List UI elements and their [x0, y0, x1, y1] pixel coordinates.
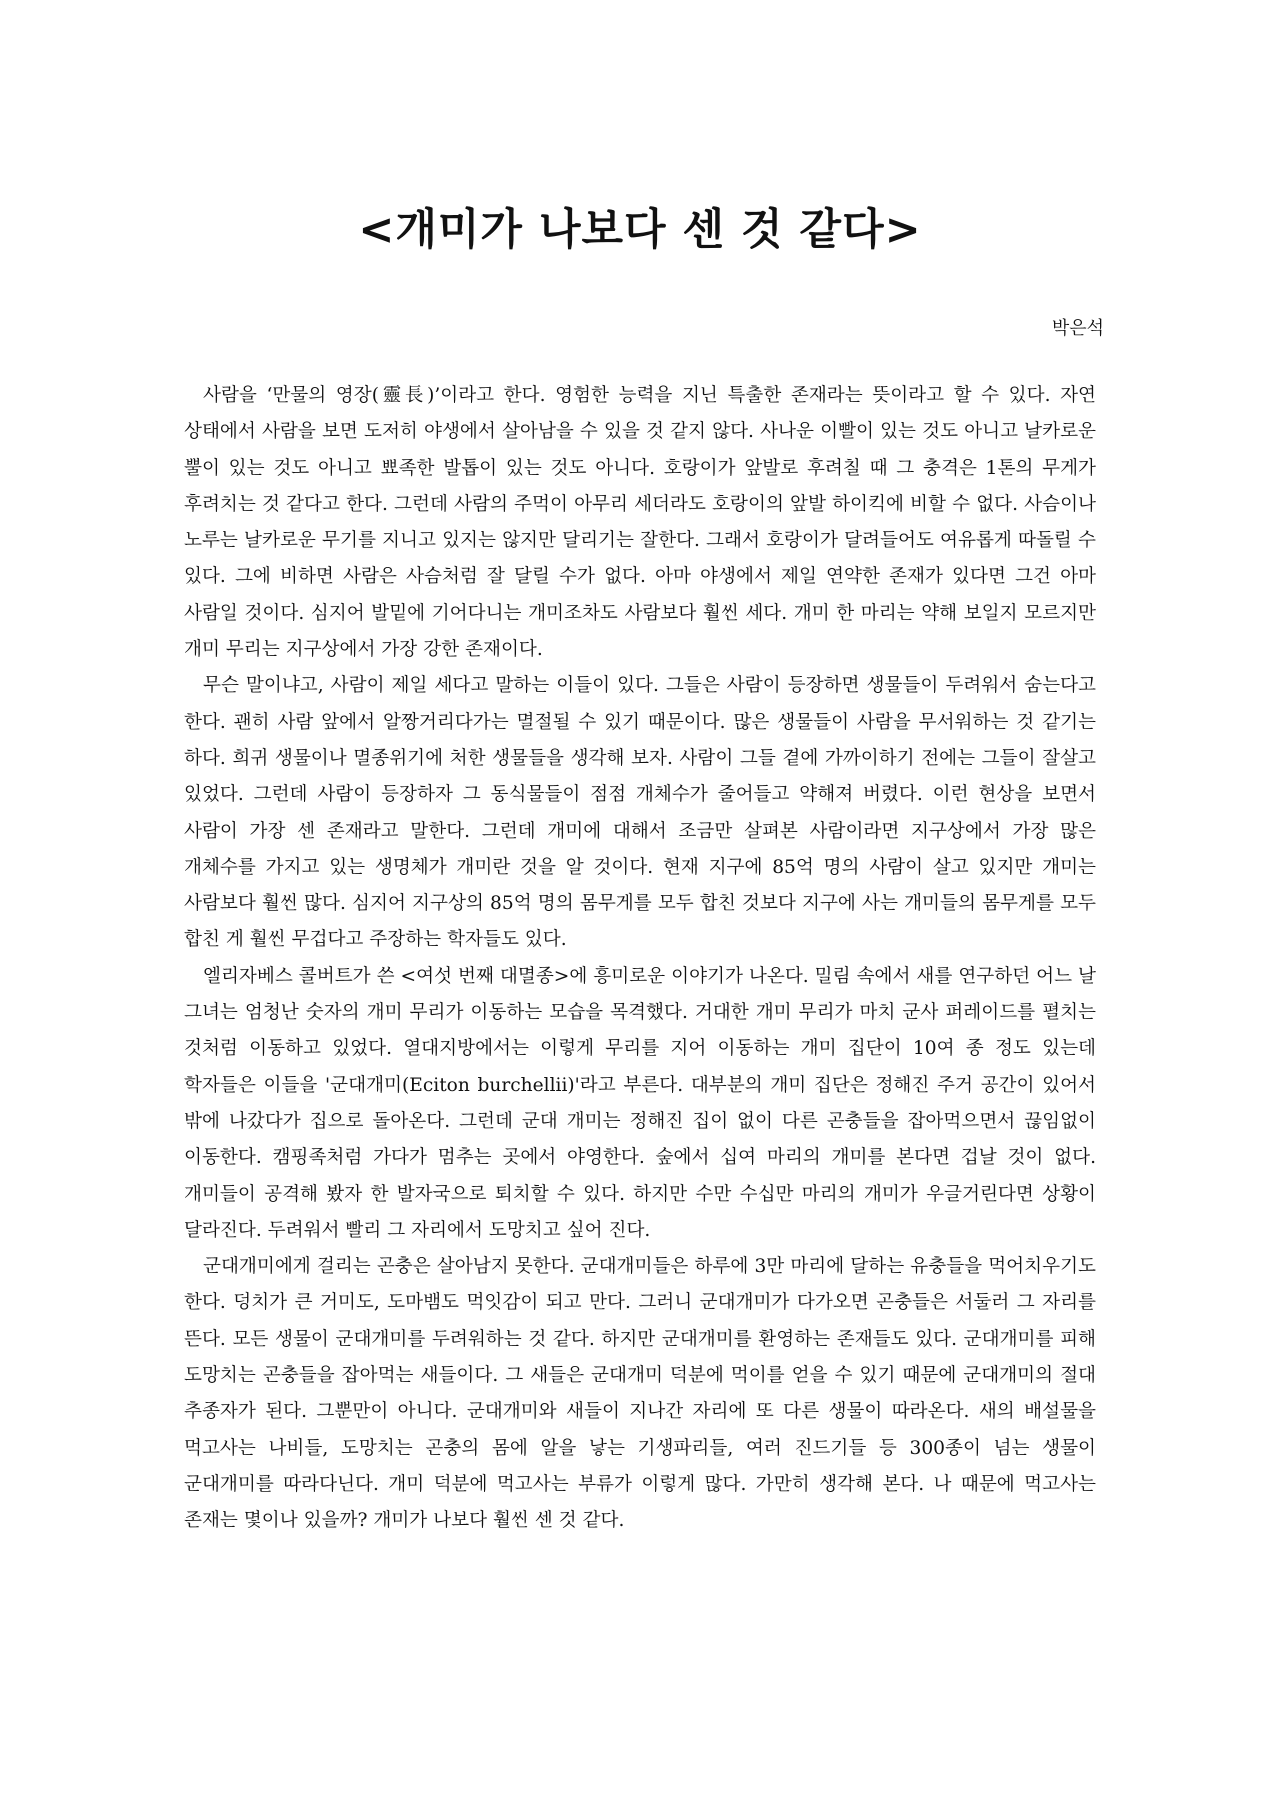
paragraph: 사람을 ‘만물의 영장(靈長)’이라고 한다. 영험한 능력을 지닌 특출한 존재라는 뜻이라고 할 수 있다. 자연 상태에서 사람을 보면 도저히 야생에서 살아남을 수 있을 것 같지 않다. 사나운 이빨이 있는 것도 아니고 날카로운 뿔이 있는 것도 아니고 뾰족한 발톱이 있는 것도 아니다. 호랑이가 앞발로 후려칠 때 그 충격은 1톤의 무게가 후려치는 것 같다고 한다. 그런데 사람의 주먹이 아무리 세더라도 호랑이의 앞발 하이킥에 비할 수 없다. 사슴이나 노루는 날카로운 무기를 지니고 있지는 않지만 달리기는 잘한다. 그래서 호랑이가 달려들어도 여유롭게 따돌릴 수 있다. 그에 비하면 사람은 사슴처럼 잘 달릴 수가 없다. 아마 야생에서 제일 연약한 존재가 있다면 그건 아마 사람일 것이다. 심지어 발밑에 기어다니는 개미조차도 사람보다 훨씬 세다. 개미 한 마리는 약해 보일지 모르지만 개미 무리는 지구상에서 가장 강한 존재이다. [184, 385, 1096, 661]
document-title: <개미가 나보다 센 것 같다> [358, 205, 922, 255]
author-name: 박은석 [1051, 318, 1104, 339]
essay-body [184, 378, 1096, 1540]
paragraph: 군대개미에게 걸리는 곤충은 살아남지 못한다. 군대개미들은 하루에 3만 마리에 달하는 유충들을 먹어치우기도 한다. 덩치가 큰 거미도, 도마뱀도 먹잇감이 되고 만다. 그러니 군대개미가 다가오면 곤충들은 서둘러 그 자리를 뜬다. 모든 생물이 군대개미를 두려워하는 것 같다. 하지만 군대개미를 환영하는 존재들도 있다. 군대개미를 피해 도망치는 곤충들을 잡아먹는 새들이다. 그 새들은 군대개미 덕분에 먹이를 얻을 수 있기 때문에 군대개미의 절대 추종자가 된다. 그뿐만이 아니다. 군대개미와 새들이 지나간 자리에 또 다른 생물이 따라온다. 새의 배설물을 먹고사는 나비들, 도망치는 곤충의 몸에 알을 낳는 기생파리들, 여러 진드기들 등 300종이 넘는 생물이 군대개미를 따라다닌다. 개미 덕분에 먹고사는 부류가 이렇게 많다. 가만히 생각해 본다. 나 때문에 먹고사는 존재는 몇이나 있을까? 개미가 나보다 훨씬 센 것 같다. [184, 1256, 1096, 1532]
paragraph: 엘리자베스 콜버트가 쓴 <여섯 번째 대멸종>에 흥미로운 이야기가 나온다. 밀림 속에서 새를 연구하던 어느 날 그녀는 엄청난 숫자의 개미 무리가 이동하는 모습을 목격했다. 거대한 개미 무리가 마치 군사 퍼레이드를 펼치는 것처럼 이동하고 있었다. 열대지방에서는 이렇게 무리를 지어 이동하는 개미 집단이 10여 종 정도 있는데 학자들은 이들을 '군대개미(Eciton burchellii)'라고 부른다. 대부분의 개미 집단은 정해진 주거 공간이 있어서 밖에 나갔다가 집으로 돌아온다. 그런데 군대 개미는 정해진 집이 없이 다른 곤충들을 잡아먹으면서 끊임없이 이동한다. 캠핑족처럼 가다가 멈추는 곳에서 야영한다. 숲에서 십여 마리의 개미를 본다면 겁날 것이 없다. 개미들이 공격해 봤자 한 발자국으로 퇴치할 수 있다. 하지만 수만 수십만 마리의 개미가 우글거린다면 상황이 달라진다. 두려워서 빨리 그 자리에서 도망치고 싶어 진다. [184, 965, 1096, 1241]
paragraph: 무슨 말이냐고, 사람이 제일 세다고 말하는 이들이 있다. 그들은 사람이 등장하면 생물들이 두려워서 숨는다고 한다. 괜히 사람 앞에서 알짱거리다가는 멸절될 수 있기 때문이다. 많은 생물들이 사람을 무서워하는 것 같기는 하다. 희귀 생물이나 멸종위기에 처한 생물들을 생각해 보자. 사람이 그들 곁에 가까이하기 전에는 그들이 잘살고 있었다. 그런데 사람이 등장하자 그 동식물들이 점점 개체수가 줄어들고 약해져 버렸다. 이런 현상을 보면서 사람이 가장 센 존재라고 말한다. 그런데 개미에 대해서 조금만 살펴본 사람이라면 지구상에서 가장 많은 개체수를 가지고 있는 생명체가 개미란 것을 알 것이다. 현재 지구에 85억 명의 사람이 살고 있지만 개미는 사람보다 훨씬 많다. 심지어 지구상의 85억 명의 몸무게를 모두 합친 것보다 지구에 사는 개미들의 몸무게를 모두 합친 게 훨씬 무겁다고 주장하는 학자들도 있다. [184, 675, 1096, 951]
